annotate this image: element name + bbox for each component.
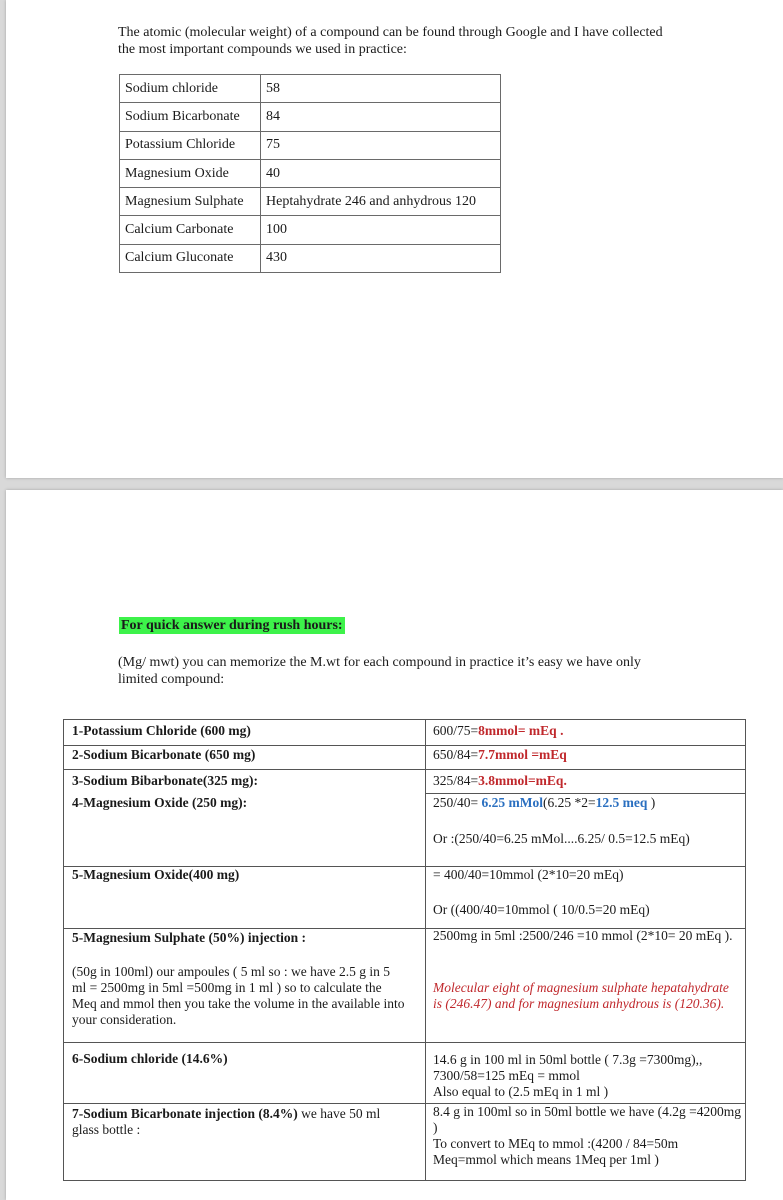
dose-conversion-table: [63, 719, 746, 1181]
compound-name: Calcium Carbonate: [120, 216, 261, 244]
molecular-weight: 75: [261, 131, 501, 159]
row-divider: [64, 745, 745, 746]
molecular-weight: 58: [261, 75, 501, 103]
table-row-label: 6-Sodium chloride (14.6%): [72, 1051, 228, 1066]
table-row-value: 8.4 g in 100ml so in 50ml bottle we have (4.2g =4200mg ) To convert to MEq to mmol :(4200 / 84=50m Meq=mmol which means 1Meq per 1ml ): [433, 1104, 741, 1167]
compound-name: Magnesium Oxide: [120, 159, 261, 187]
molecular-weight: 84: [261, 103, 501, 131]
table-row-alt: Or :(250/40=6.25 mMol....6.25/ 0.5=12.5 mEq): [433, 831, 690, 846]
intro-paragraph: The atomic (molecular weight) of a compound can be found through Google and I have collected the most important compounds we used in practice:: [118, 25, 663, 57]
table-row: [120, 216, 501, 244]
molecular-weight: 430: [261, 244, 501, 272]
table-row: [120, 103, 501, 131]
molecular-weight-table: [119, 74, 501, 273]
row-divider: [425, 793, 745, 794]
table-row-label: 5-Magnesium Sulphate (50%) injection :: [72, 930, 306, 945]
table-row-mw-note: Molecular eight of magnesium sulphate hepatahydrate is (246.47) and for magnesium anhydrous is (120.36).: [433, 980, 729, 1011]
molecular-weight: 100: [261, 216, 501, 244]
table-row-label: 1-Potassium Chloride (600 mg): [72, 723, 251, 738]
memo-paragraph: (Mg/ mwt) you can memorize the M.wt for each compound in practice it’s easy we have only limited compound:: [118, 655, 641, 687]
table-row-alt: Or ((400/40=10mmol ( 10/0.5=20 mEq): [433, 902, 650, 917]
table-row-value: 14.6 g in 100 ml in 50ml bottle ( 7.3g =7300mg),, 7300/58=125 mEq = mmol Also equal to (2.5 mEq in 1 ml ): [433, 1052, 703, 1099]
compound-name: Calcium Gluconate: [120, 244, 261, 272]
table-row: [120, 244, 501, 272]
table-row-label: 2-Sodium Bicarbonate (650 mg): [72, 747, 256, 762]
table-row: [120, 159, 501, 187]
compound-name: Magnesium Sulphate: [120, 188, 261, 216]
column-divider: [425, 720, 426, 1180]
compound-name: Sodium chloride: [120, 75, 261, 103]
table-row-value: 325/84=3.8mmol=mEq.: [433, 773, 567, 788]
table-row: [120, 188, 501, 216]
table-row-value: 600/75=8mmol= mEq .: [433, 723, 564, 738]
table-row-value: 250/40= 6.25 mMol(6.25 *2=12.5 meq ): [433, 795, 656, 810]
table-row: [120, 131, 501, 159]
table-row: [120, 75, 501, 103]
compound-name: Potassium Chloride: [120, 131, 261, 159]
table-row-value: 650/84=7.7mmol =mEq: [433, 747, 567, 762]
document-page-2: [6, 490, 783, 1200]
table-row-label: 5-Magnesium Oxide(400 mg): [72, 867, 240, 882]
compound-name: Sodium Bicarbonate: [120, 103, 261, 131]
document-page-1: [6, 0, 783, 478]
molecular-weight: Heptahydrate 246 and anhydrous 120: [261, 188, 501, 216]
table-row-note: (50g in 100ml) our ampoules ( 5 ml so : we have 2.5 g in 5 ml = 2500mg in 5ml =500mg in 1 ml ) so to calculate the Meq and mmol then you take the volume in the available into your consideration.: [72, 964, 405, 1027]
table-row-label: 7-Sodium Bicarbonate injection (8.4%) we have 50 ml glass bottle :: [72, 1106, 381, 1137]
row-divider: [64, 1042, 745, 1043]
table-row-value: = 400/40=10mmol (2*10=20 mEq): [433, 867, 624, 882]
quick-answer-heading: For quick answer during rush hours:: [121, 618, 343, 633]
molecular-weight: 40: [261, 159, 501, 187]
table-row-label: 3-Sodium Bibarbonate(325 mg):: [72, 773, 259, 788]
table-row-label: 4-Magnesium Oxide (250 mg):: [72, 795, 248, 810]
table-row-value: 2500mg in 5ml :2500/246 =10 mmol (2*10= 20 mEq ).: [433, 928, 733, 943]
row-divider: [64, 769, 745, 770]
